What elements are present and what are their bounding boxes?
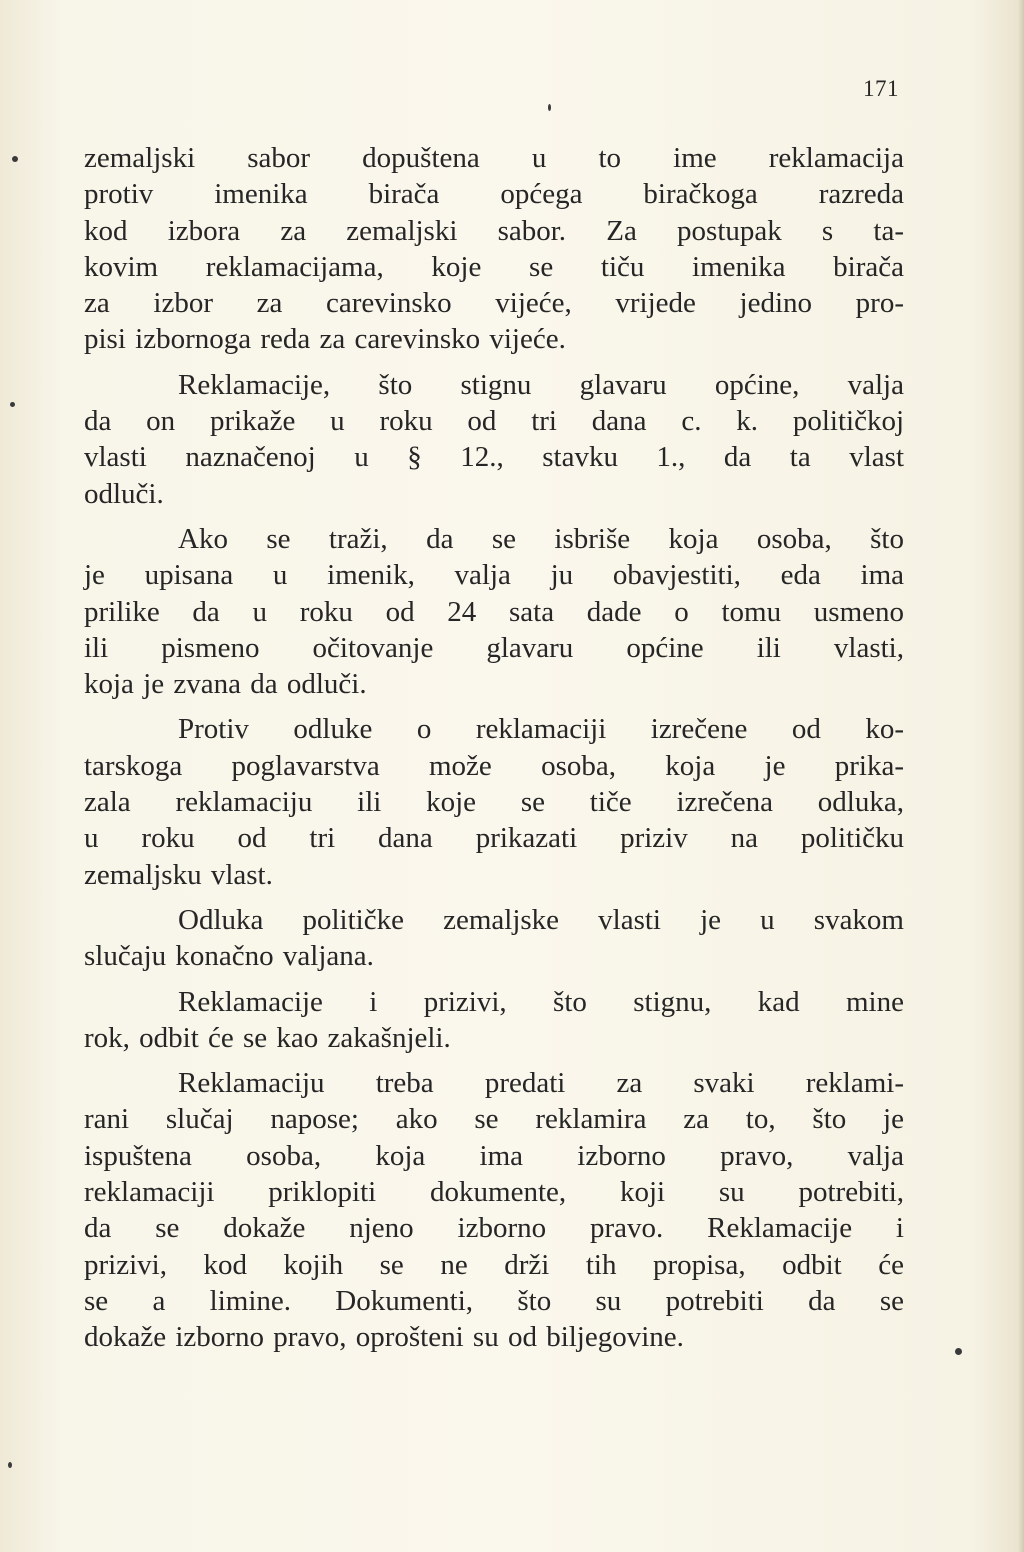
text-line: vlasti naznačenoj u § 12., stavku 1., da ta vlast (84, 441, 904, 474)
text-line: kod izbora za zemaljski sabor. Za postupak s ta- (84, 214, 904, 247)
text-line: zemaljsku vlast. (84, 858, 273, 891)
text-line: za izbor za carevinsko vijeće, vrijede jedino pro- (84, 287, 904, 320)
text-line: Odluka političke zemaljske vlasti je u svakom (178, 903, 904, 936)
scan-speck (8, 1462, 12, 1468)
text-line: odluči. (84, 477, 164, 510)
text-line: da on prikaže u roku od tri dana c. k. političkoj (84, 405, 904, 438)
page-number: 171 (863, 76, 899, 101)
body-text (84, 140, 904, 1356)
text-line: tarskoga poglavarstva može osoba, koja je prika- (84, 749, 904, 782)
paragraph (84, 521, 904, 702)
text-line: ispuštena osoba, koja ima izborno pravo, valja (84, 1139, 904, 1172)
scan-speck (10, 402, 15, 407)
text-line: da se dokaže njeno izborno pravo. Reklamacije i (84, 1212, 904, 1245)
paragraph (84, 711, 904, 892)
text-line: kovim reklamacijama, koje se tiču imenika birača (84, 250, 904, 283)
text-line: Protiv odluke o reklamaciji izrečene od ko- (178, 713, 904, 746)
text-line: je upisana u imenik, valja ju obavjestiti, eda ima (84, 559, 904, 592)
text-line: se a limine. Dokumenti, što su potrebiti da se (84, 1284, 904, 1317)
text-line: prilike da u roku od 24 sata dade o tomu usmeno (84, 595, 904, 628)
text-line: koja je zvana da odluči. (84, 668, 367, 701)
scan-speck (548, 104, 551, 111)
paragraph (84, 140, 904, 358)
text-line: prizivi, kod kojih se ne drži tih propisa, odbit će (84, 1248, 904, 1281)
text-line: rok, odbit će se kao zakašnjeli. (84, 1021, 451, 1054)
text-line: reklamaciji priklopiti dokumente, koji su potrebiti, (84, 1176, 904, 1209)
paragraph (84, 1065, 904, 1355)
text-line: zemaljski sabor dopuštena u to ime reklamacija (84, 142, 904, 174)
text-line: pisi izbornoga reda za carevinsko vijeće. (84, 323, 566, 356)
text-line: zala reklamaciju ili koje se tiče izrečena odluka, (84, 786, 904, 819)
paragraph (84, 984, 904, 1057)
text-line: Reklamacije, što stignu glavaru općine, valja (178, 368, 904, 401)
text-line: slučaju konačno valjana. (84, 940, 374, 973)
page-edge-shadow (1018, 0, 1024, 1552)
text-line: dokaže izborno pravo, oprošteni su od biljegovine. (84, 1321, 684, 1354)
paragraph (84, 367, 904, 512)
scan-speck (955, 1348, 962, 1355)
scan-speck (12, 156, 18, 162)
text-line: protiv imenika birača općega biračkoga razreda (84, 178, 904, 211)
text-line: u roku od tri dana prikazati priziv na političku (84, 822, 904, 855)
text-line: ili pismeno očitovanje glavaru općine ili vlasti, (84, 631, 904, 664)
text-line: Ako se traži, da se isbriše koja osoba, što (178, 522, 904, 555)
text-line: Reklamacije i prizivi, što stignu, kad mine (178, 985, 904, 1018)
paragraph (84, 902, 904, 975)
text-line: Reklamaciju treba predati za svaki reklami- (178, 1067, 904, 1100)
text-line: rani slučaj napose; ako se reklamira za to, što je (84, 1103, 904, 1136)
